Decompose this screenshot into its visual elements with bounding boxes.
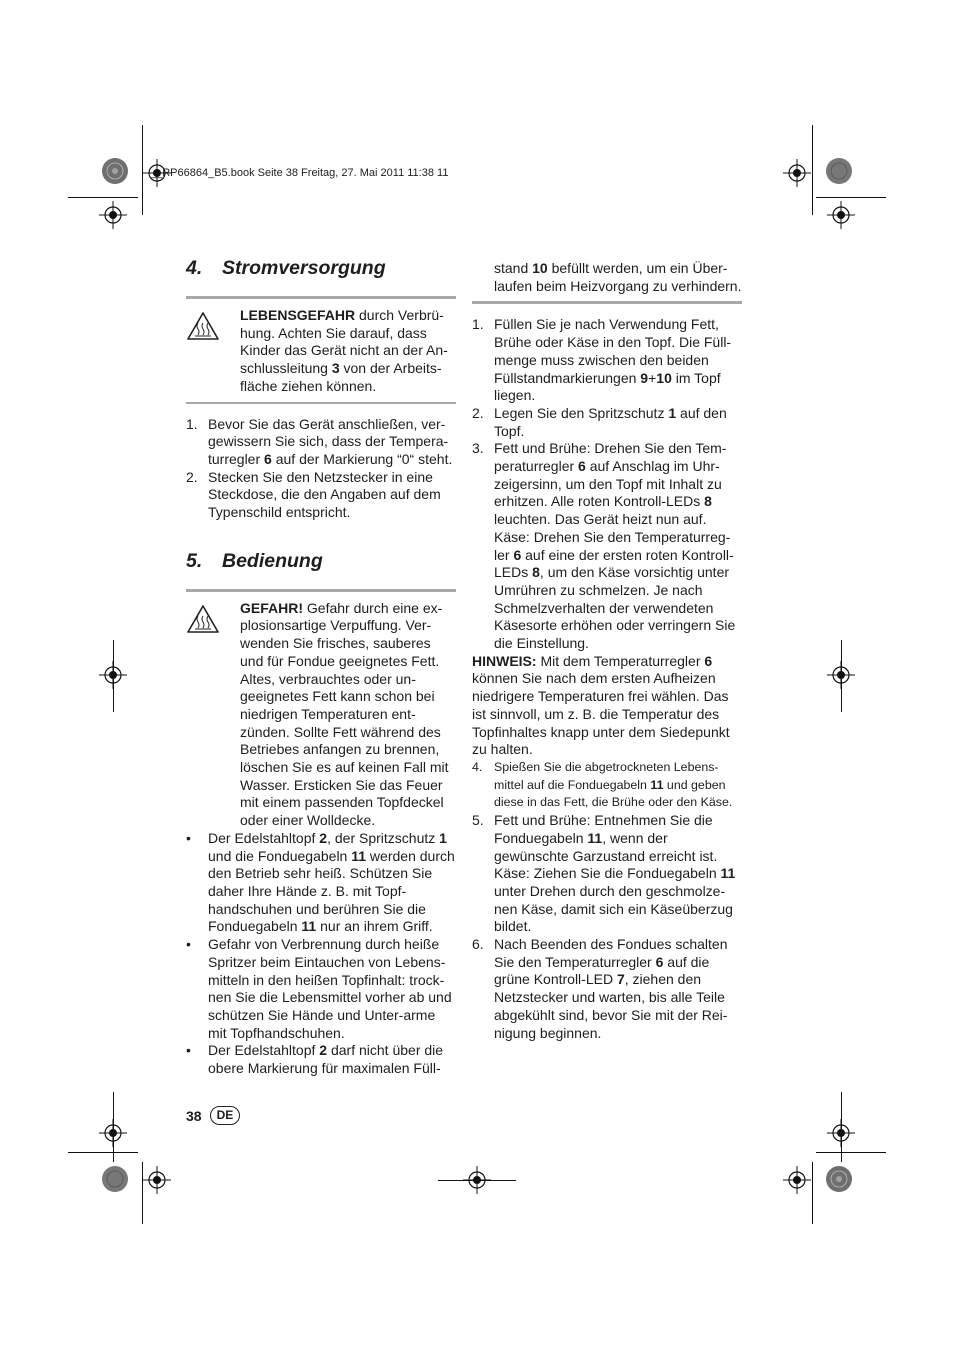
warning-box: [186, 592, 456, 830]
list-item: 1. Bevor Sie das Gerät anschließen, ver-gewissern Sie sich, dass der Tempera-turregler 6 auf der Markierung “0“ steht.: [186, 415, 453, 467]
hot-surface-warning-icon: [186, 600, 240, 830]
operation-steps: [472, 316, 742, 652]
list-item: • Der Edelstahltopf 2, der Spritzschutz 1 und die Fonduegabeln 11 werden durch den Betrieb sehr heiß. Schützen Sie daher Ihre Hände z. B. mit Topf-handschuhen und berühren Sie die Fonduegabeln 11 nur an ihrem Griff.: [186, 829, 455, 935]
registration-mark-icon: [827, 1119, 855, 1147]
color-target-icon: [101, 157, 129, 185]
safety-bullets: [186, 830, 456, 1078]
list-item: 5. Fett und Brühe: Entnehmen Sie die Fonduegabeln 11, wenn der gewünschte Garzustand erreicht ist. Käse: Ziehen Sie die Fonduegabeln 11 unter Drehen durch den geschmolze-nen Käse, damit sich ein Käseüberzug bildet.: [472, 812, 736, 935]
section-4-heading: 4. Stromversorgung: [186, 257, 386, 279]
page-number: 38: [186, 1107, 202, 1124]
list-item: 3. Fett und Brühe: Drehen Sie den Tem-peraturregler 6 auf Anschlag im Uhr-zeigersinn, um den Topf mit Inhalt zu erhitzen. Alle roten Kontroll-LEDs 8 leuchten. Das Gerät heizt nun auf. Käse: Drehen Sie den Temperaturreg-ler 6 auf eine der ersten roten Kontroll-LEDs 8, um den Käse vorsichtig unter Umrühren zu schmelzen. Je nach Schmelzverhalten der verwendeten Käsesorte erhöhen oder verringern Sie die Einstellung.: [472, 440, 736, 652]
warning-continued: stand 10 befüllt werden, um ein Über-laufen beim Heizvorgang zu verhindern.: [494, 260, 742, 294]
language-badge: DE: [210, 1106, 241, 1125]
note: HINWEIS: Mit dem Temperaturregler 6 können Sie nach dem ersten Aufheizen niedrigere Temperaturen frei wählen. Das ist sinnvoll, um z. B. die Temperatur des Topfinhaltes knapp unter dem Siedepunkt zu halten.: [472, 652, 730, 758]
list-item: • Gefahr von Verbrennung durch heiße Spritzer beim Eintauchen von Lebens-mitteln in den heißen Topfinhalt: trock-nen Sie die Lebensmittel vorher ab und schützen Sie Hände und Unter-arme mit Topfhandschuhen.: [186, 936, 452, 1041]
divider: [472, 301, 742, 304]
registration-mark-icon: [783, 1166, 811, 1194]
list-item: 4. Spießen Sie die abgetrockneten Lebens-mittel auf die Fonduegabeln 11 und geben diese in das Fett, die Brühe oder den Käse.: [472, 759, 733, 810]
color-target-icon: [825, 157, 853, 185]
registration-mark-icon: [827, 661, 855, 689]
color-target-icon: [101, 1165, 129, 1193]
registration-mark-icon: [99, 661, 127, 689]
registration-mark-icon: [143, 1166, 171, 1194]
list-item: 1. Füllen Sie je nach Verwendung Fett, Brühe oder Käse in den Topf. Die Füll-menge muss zwischen den beiden Füllstandmarkierungen 9+10 im Topf liegen.: [472, 316, 732, 404]
list-item: 2. Stecken Sie den Netzstecker in eine Steckdose, die den Angaben auf dem Typenschild entspricht.: [186, 468, 441, 521]
registration-mark-icon: [827, 201, 855, 229]
list-item: • Der Edelstahltopf 2 darf nicht über die obere Markierung für maximalen Füll-: [186, 1042, 444, 1077]
list-item: 6. Nach Beenden des Fondues schalten Sie den Temperaturregler 6 auf die grüne Kontroll-LED 7, ziehen den Netzstecker und warten, bis alle Teile abgekühlt sind, bevor Sie mit der Rei-nigung beginnen.: [472, 936, 728, 1041]
color-target-icon: [825, 1165, 853, 1193]
warning-box: [186, 299, 456, 402]
right-column: [472, 260, 742, 1042]
divider: [186, 402, 456, 404]
page-footer: [186, 1106, 240, 1125]
setup-steps: [186, 416, 456, 522]
warning-text: LEBENSGEFAHR durch Verbrü-hung. Achten Sie darauf, dass Kinder das Gerät nicht an der An-schlussleitung 3 von der Arbeits-fläche ziehen können.: [240, 307, 448, 394]
left-column: [186, 256, 456, 1078]
registration-mark-icon: [99, 1119, 127, 1147]
book-header: __RP66864_B5.book Seite 38 Freitag, 27. Mai 2011 11:38 11: [150, 167, 449, 179]
warning-text: GEFAHR! Gefahr durch eine ex-plosionsartige Verpuffung. Ver-wenden Sie frisches, sauberes und für Fondue geeignetes Fett. Altes, verbrauchtes oder un-geeignetes Fett kann schon bei niedrigen Temperaturen ent-zünden. Sollte Fett während des Betriebes anfangen zu brennen, löschen Sie es auf keinen Fall mit Wasser. Ersticken Sie das Feuer mit einem passenden Topfdeckel oder einer Wolldecke.: [240, 599, 449, 829]
list-item: 2. Legen Sie den Spritzschutz 1 auf den Topf.: [472, 404, 727, 439]
section-5-heading: 5. Bedienung: [186, 549, 323, 572]
operation-steps-continued: [472, 759, 742, 1042]
hot-surface-warning-icon: [186, 307, 240, 396]
registration-mark-icon: [783, 159, 811, 187]
registration-mark-icon: [99, 201, 127, 229]
